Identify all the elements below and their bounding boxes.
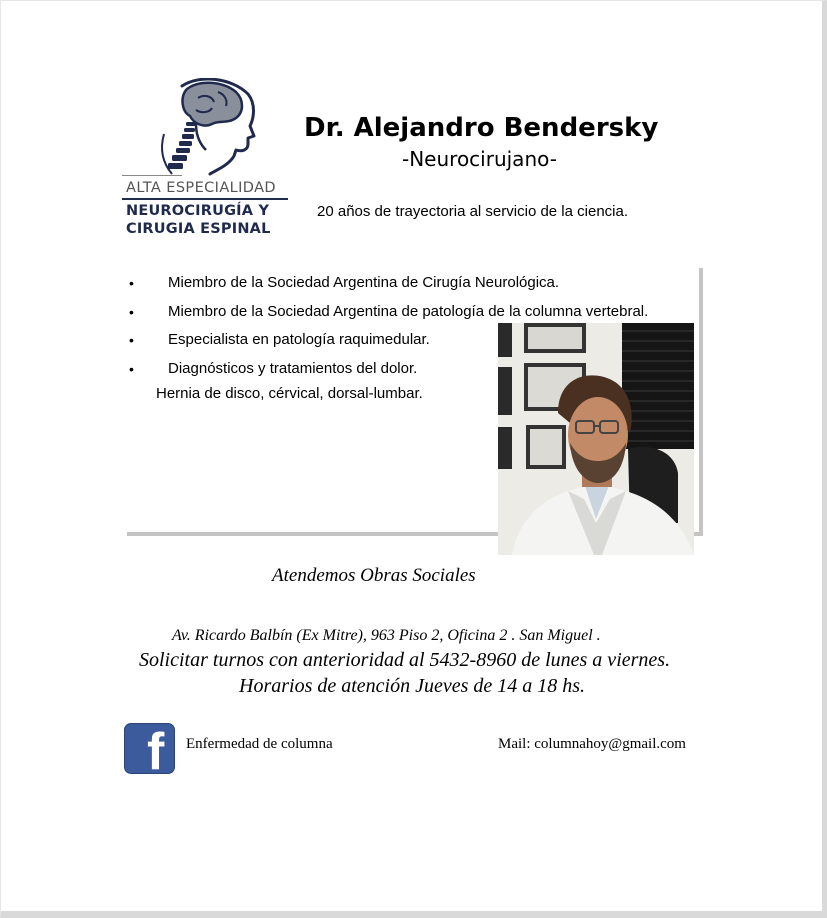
doctor-photo <box>498 323 694 555</box>
logo-tagline: ALTA ESPECIALIDAD <box>126 180 277 196</box>
logo-title-line2: CIRUGIA ESPINAL <box>126 221 271 237</box>
credential-item: • Diagnósticos y tratamientos del dolor. <box>127 358 648 387</box>
office-address: Av. Ricardo Balbín (Ex Mitre), 963 Piso 2, Oficina 2 . San Miguel . <box>172 627 601 644</box>
facebook-icon[interactable] <box>124 723 175 774</box>
logo-accent-line <box>122 175 182 176</box>
contact-email[interactable]: Mail: columnahoy@gmail.com <box>498 736 686 752</box>
tagline: 20 años de trayectoria al servicio de la ciencia. <box>317 203 629 220</box>
clinic-logo <box>122 78 290 240</box>
obras-sociales-notice: Atendemos Obras Sociales <box>272 565 476 586</box>
credential-extra: Hernia de disco, cérvical, dorsal-lumbar. <box>156 385 423 402</box>
doctor-name: Dr. Alejandro Bendersky <box>304 113 659 143</box>
logo-divider <box>122 198 288 200</box>
vertical-divider <box>699 268 703 536</box>
credential-item: • Especialista en patología raquimedular. <box>127 329 648 358</box>
office-hours: Horarios de atención Jueves de 14 a 18 hs. <box>239 675 586 697</box>
facebook-glyph: f <box>147 723 165 774</box>
logo-title <box>126 202 271 238</box>
head-spine-icon <box>152 78 262 176</box>
credential-item: • Miembro de la Sociedad Argentina de Cirugía Neurológica. <box>127 272 648 301</box>
logo-title-line1: NEUROCIRUGÍA Y <box>126 203 270 219</box>
facebook-page-label[interactable]: Enfermedad de columna <box>186 736 333 752</box>
doctor-specialty: -Neurocirujano- <box>402 147 557 171</box>
appointment-info: Solicitar turnos con anterioridad al 5432-8960 de lunes a viernes. <box>139 649 671 671</box>
credential-item: • Miembro de la Sociedad Argentina de patología de la columna vertebral. <box>127 301 648 330</box>
